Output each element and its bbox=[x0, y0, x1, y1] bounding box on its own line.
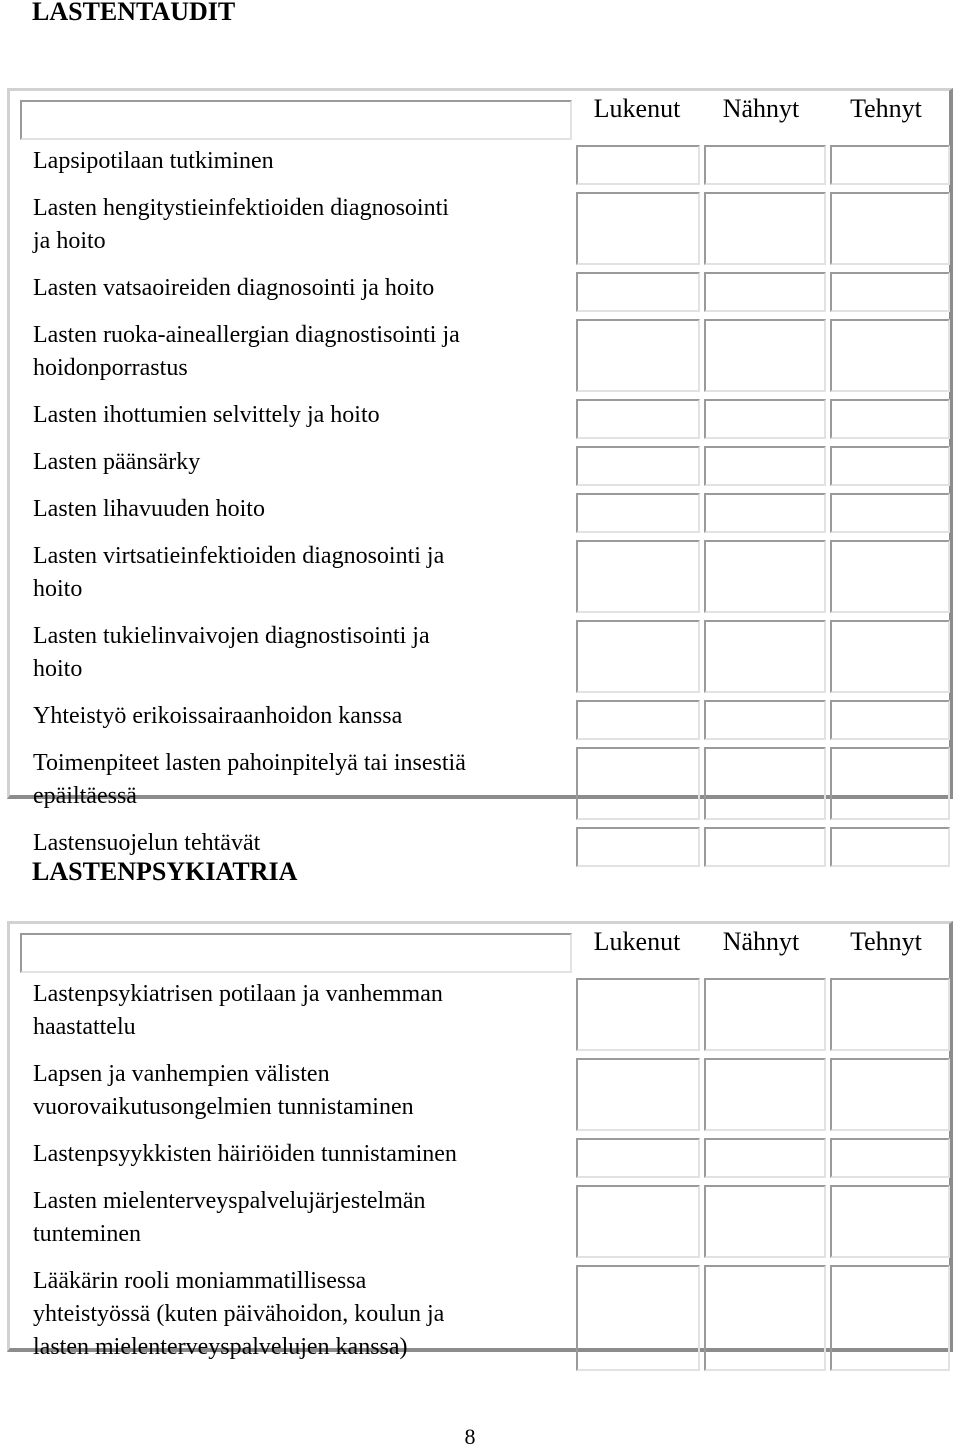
topic-text-line: Lääkärin rooli moniammatillisessa bbox=[33, 1268, 367, 1294]
lastentaudit-checklist-table bbox=[7, 88, 953, 856]
topic-row bbox=[20, 747, 572, 820]
topic-text-line: Lastenpsykiatrisen potilaan ja vanhemman bbox=[33, 981, 443, 1007]
topic-text-line: Lasten ruoka-aineallergian diagnostisointi ja bbox=[33, 322, 460, 348]
topic-text-line: Lasten ihottumien selvittely ja hoito bbox=[33, 402, 380, 428]
checkbox-lukenut[interactable] bbox=[576, 1138, 700, 1178]
header-topic-cell bbox=[20, 933, 572, 973]
checkbox-tehnyt[interactable] bbox=[830, 319, 950, 392]
topic-row bbox=[20, 145, 572, 185]
checkbox-tehnyt[interactable] bbox=[830, 1058, 950, 1131]
topic-row bbox=[20, 978, 572, 1051]
topic-row bbox=[20, 1138, 572, 1178]
checkbox-nahnyt[interactable] bbox=[704, 1058, 826, 1131]
topic-text-line: haastattelu bbox=[33, 1014, 136, 1040]
checkbox-tehnyt[interactable] bbox=[830, 272, 950, 312]
checkbox-lukenut[interactable] bbox=[576, 319, 700, 392]
lastenpsykiatria-checklist-table bbox=[7, 921, 953, 1360]
checkbox-lukenut[interactable] bbox=[576, 978, 700, 1051]
checkbox-lukenut[interactable] bbox=[576, 493, 700, 533]
topic-text-line: Yhteistyö erikoissairaanhoidon kanssa bbox=[33, 703, 403, 729]
page-number: 8 bbox=[464, 1424, 476, 1449]
checkbox-nahnyt[interactable] bbox=[704, 446, 826, 486]
topic-text-line: Lasten virtsatieinfektioiden diagnosointi ja bbox=[33, 543, 445, 569]
checkbox-tehnyt[interactable] bbox=[830, 700, 950, 740]
checkbox-tehnyt[interactable] bbox=[830, 620, 950, 693]
checkbox-lukenut[interactable] bbox=[576, 1185, 700, 1258]
topic-text-line: hoidonporrastus bbox=[33, 355, 188, 381]
topic-text-line: Lasten päänsärky bbox=[33, 449, 201, 475]
header-topic-cell bbox=[20, 100, 572, 140]
checkbox-lukenut[interactable] bbox=[576, 446, 700, 486]
topic-text-line: Lastensuojelun tehtävät bbox=[33, 830, 261, 856]
checkbox-tehnyt[interactable] bbox=[830, 827, 950, 867]
topic-row bbox=[20, 540, 572, 613]
topic-row bbox=[20, 1058, 572, 1131]
topic-text-line: Lasten mielenterveyspalvelujärjestelmän bbox=[33, 1188, 426, 1214]
checkbox-tehnyt[interactable] bbox=[830, 1265, 950, 1371]
checkbox-nahnyt[interactable] bbox=[704, 978, 826, 1051]
checkbox-nahnyt[interactable] bbox=[704, 272, 826, 312]
topic-text-line: tunteminen bbox=[33, 1221, 141, 1247]
checkbox-tehnyt[interactable] bbox=[830, 540, 950, 613]
column-header-tehnyt: Tehnyt bbox=[850, 94, 922, 123]
column-header-nahnyt: Nähnyt bbox=[722, 927, 800, 956]
checkbox-nahnyt[interactable] bbox=[704, 399, 826, 439]
checkbox-nahnyt[interactable] bbox=[704, 700, 826, 740]
topic-text-line: Lapsipotilaan tutkiminen bbox=[33, 148, 274, 174]
topic-row bbox=[20, 620, 572, 693]
column-header-nahnyt: Nähnyt bbox=[722, 94, 800, 123]
topic-text-line: hoito bbox=[33, 656, 83, 682]
checkbox-nahnyt[interactable] bbox=[704, 1265, 826, 1371]
topic-row bbox=[20, 399, 572, 439]
checkbox-lukenut[interactable] bbox=[576, 1265, 700, 1371]
topic-text-line: yhteistyössä (kuten päivähoidon, koulun ja bbox=[33, 1301, 445, 1327]
column-header-tehnyt: Tehnyt bbox=[850, 927, 922, 956]
topic-text-line: epäiltäessä bbox=[33, 783, 137, 809]
topic-row bbox=[20, 192, 572, 265]
checkbox-lukenut[interactable] bbox=[576, 747, 700, 820]
checkbox-lukenut[interactable] bbox=[576, 700, 700, 740]
topic-row bbox=[20, 319, 572, 392]
checkbox-nahnyt[interactable] bbox=[704, 319, 826, 392]
topic-text-line: lasten mielenterveyspalvelujen kanssa) bbox=[33, 1334, 408, 1360]
checkbox-lukenut[interactable] bbox=[576, 145, 700, 185]
topic-row bbox=[20, 272, 572, 312]
checkbox-tehnyt[interactable] bbox=[830, 446, 950, 486]
topic-text-line: Toimenpiteet lasten pahoinpitelyä tai insestiä bbox=[33, 750, 466, 776]
checkbox-tehnyt[interactable] bbox=[830, 1138, 950, 1178]
checkbox-nahnyt[interactable] bbox=[704, 1185, 826, 1258]
topic-text-line: Lapsen ja vanhempien välisten bbox=[33, 1061, 330, 1087]
checkbox-lukenut[interactable] bbox=[576, 827, 700, 867]
checkbox-nahnyt[interactable] bbox=[704, 192, 826, 265]
topic-text-line: vuorovaikutusongelmien tunnistaminen bbox=[33, 1094, 414, 1120]
topic-row bbox=[20, 1265, 572, 1371]
checkbox-nahnyt[interactable] bbox=[704, 493, 826, 533]
section-title-lastentaudit: LASTENTAUDIT bbox=[32, 0, 236, 26]
checkbox-lukenut[interactable] bbox=[576, 540, 700, 613]
checkbox-nahnyt[interactable] bbox=[704, 1138, 826, 1178]
checkbox-tehnyt[interactable] bbox=[830, 1185, 950, 1258]
topic-text-line: Lastenpsyykkisten häiriöiden tunnistaminen bbox=[33, 1141, 457, 1167]
column-header-lukenut: Lukenut bbox=[593, 94, 681, 123]
topic-text-line: Lasten lihavuuden hoito bbox=[33, 496, 265, 522]
checkbox-tehnyt[interactable] bbox=[830, 145, 950, 185]
checkbox-nahnyt[interactable] bbox=[704, 620, 826, 693]
topic-text-line: ja hoito bbox=[33, 228, 106, 254]
checkbox-tehnyt[interactable] bbox=[830, 747, 950, 820]
topic-row bbox=[20, 446, 572, 486]
checkbox-lukenut[interactable] bbox=[576, 192, 700, 265]
column-header-lukenut: Lukenut bbox=[593, 927, 681, 956]
checkbox-tehnyt[interactable] bbox=[830, 399, 950, 439]
topic-row bbox=[20, 493, 572, 533]
checkbox-lukenut[interactable] bbox=[576, 399, 700, 439]
topic-row bbox=[20, 700, 572, 740]
checkbox-tehnyt[interactable] bbox=[830, 192, 950, 265]
checkbox-nahnyt[interactable] bbox=[704, 540, 826, 613]
checkbox-lukenut[interactable] bbox=[576, 272, 700, 312]
checkbox-tehnyt[interactable] bbox=[830, 978, 950, 1051]
checkbox-lukenut[interactable] bbox=[576, 620, 700, 693]
checkbox-tehnyt[interactable] bbox=[830, 493, 950, 533]
topic-text-line: Lasten vatsaoireiden diagnosointi ja hoito bbox=[33, 275, 435, 301]
checkbox-nahnyt[interactable] bbox=[704, 747, 826, 820]
checkbox-lukenut[interactable] bbox=[576, 1058, 700, 1131]
topic-text-line: Lasten tukielinvaivojen diagnostisointi ja bbox=[33, 623, 430, 649]
checkbox-nahnyt[interactable] bbox=[704, 145, 826, 185]
checkbox-nahnyt[interactable] bbox=[704, 827, 826, 867]
topic-text-line: Lasten hengitystieinfektioiden diagnosointi bbox=[33, 195, 449, 221]
section-title-lastenpsykiatria: LASTENPSYKIATRIA bbox=[32, 857, 298, 886]
topic-text-line: hoito bbox=[33, 576, 83, 602]
topic-row bbox=[20, 1185, 572, 1258]
